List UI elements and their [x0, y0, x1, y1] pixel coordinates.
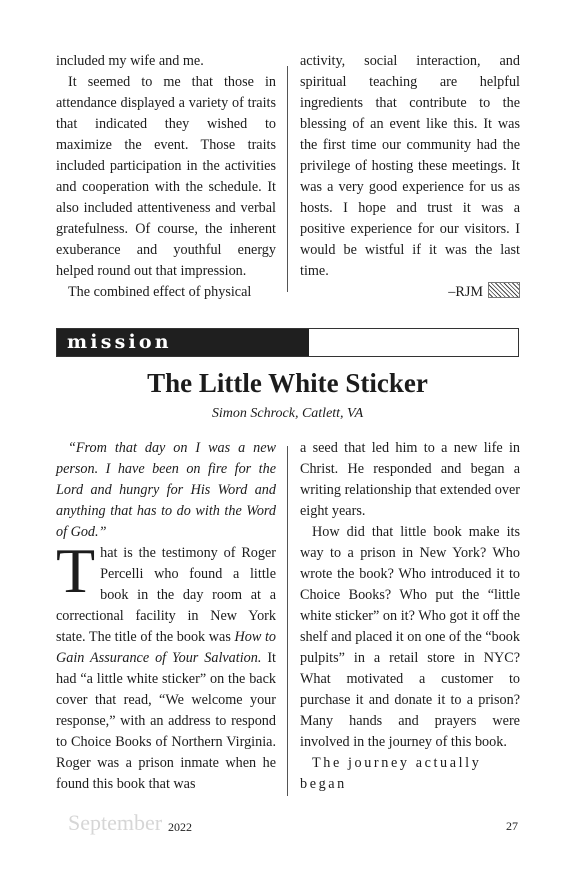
footer-year: 2022	[168, 820, 192, 834]
paragraph: The combined effect of physical	[68, 284, 252, 300]
paragraph: It seemed to me that those in attendance displayed a variety of traits that indicated they wished to maximize the event. Those traits included participation in the activities and cooperation with the schedule. It also included attentiveness and verbal gratefulness. Of course, the inherent exuberance and youthful energy helped round out that impression.	[56, 74, 276, 279]
top-right-column	[300, 51, 520, 303]
article-byline: Simon Schrock, Catlett, VA	[211, 406, 364, 421]
paragraph: activity, social interaction, and spiritual teaching are helpful ingredients that contribute to the blessing of an event like this. It was the first time our community had the privilege of hosting these meetings. It was a very good experience for us as hosts. I hope and trust it was a positive experience for our visitors. I would be wistful if it was the last time.	[300, 53, 520, 279]
paragraph-text: hat is the testimony of Roger Percelli who found a little book in the day room at a correctional facility in New York state. The title of the book was	[56, 545, 276, 645]
section-banner-label: mission awareness	[57, 329, 309, 356]
signature: –RJM	[448, 284, 483, 300]
signature-line	[300, 282, 520, 303]
column-divider	[287, 446, 288, 796]
book-title: How to Gain Assurance of Your Salvation.	[56, 629, 276, 666]
paragraph: a seed that led him to a new life in Christ. He responded and began a writing relationship that extended over eight years.	[300, 440, 520, 519]
page-number: 27	[506, 819, 518, 833]
top-left-column	[56, 51, 276, 303]
paragraph-text: It had “a little white sticker” on the back cover that read, “We welcome your response,” with an address to respond to Choice Books of Northern Virginia. Roger was a prison inmate when he found this book that was	[56, 650, 276, 792]
paragraph	[56, 535, 276, 795]
opening-quote: “From that day on I was a new person. I have been on fire for the Lord and hungry for His Word and anything that has to do with the Word of God.”	[56, 440, 276, 540]
paragraph: The journey actually began	[300, 755, 482, 792]
section-banner	[56, 328, 519, 380]
paragraph: included my wife and me.	[56, 53, 204, 69]
article-left-column	[56, 438, 276, 795]
article-right-column	[300, 438, 520, 795]
end-mark-icon	[488, 282, 520, 298]
column-divider	[287, 66, 288, 292]
paragraph: How did that little book make its way to a prison in New York? Who wrote the book? Who introduced it to Choice Books? Who put the “little white sticker” on it? Who got it off the shelf and placed it on one of the “book pulpits” in a retail store in NYC? What motivated a customer to purchase it and donate it to a prison? Many hands and prayers were involved in the journey of this book.	[300, 524, 520, 750]
article-title: The Little White Sticker	[147, 368, 428, 398]
footer-month: September	[68, 810, 163, 835]
drop-cap: T	[56, 535, 96, 606]
